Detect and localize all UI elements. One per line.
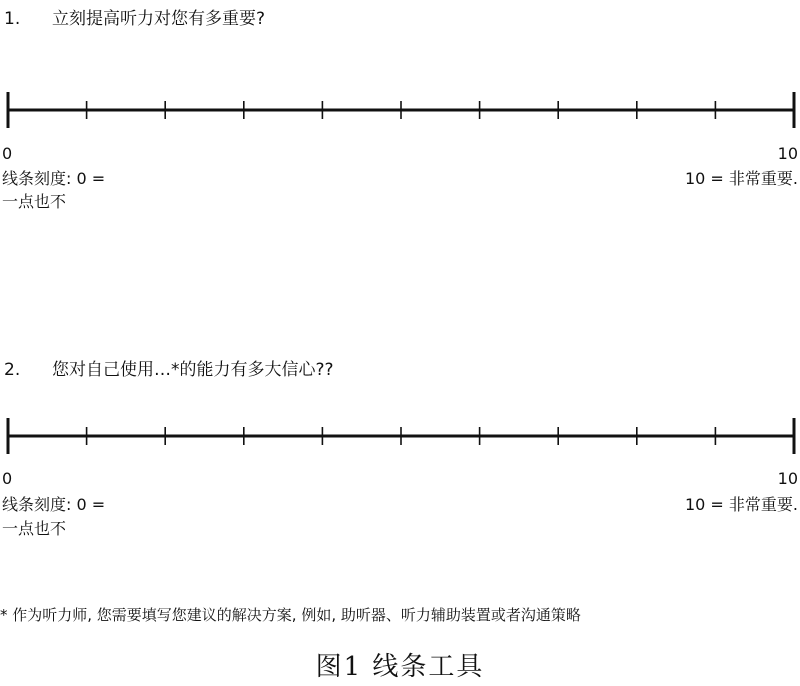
- question-2-min-label: 0: [2, 469, 13, 488]
- question-2-scale-line[interactable]: [6, 418, 796, 454]
- question-2-min-desc-line2: 一点也不: [2, 519, 67, 538]
- question-1-title: [0, 8, 265, 30]
- question-2-text: 您对自己使用…*的能力有多大信心??: [52, 360, 334, 380]
- question-2-number: 2.: [4, 360, 21, 380]
- question-1-min-desc-line2: 一点也不: [2, 192, 67, 211]
- question-1-text: 立刻提高听力对您有多重要?: [52, 9, 266, 29]
- question-2-max-label: 10: [777, 469, 798, 488]
- question-2-title: [0, 359, 334, 381]
- question-2-scale[interactable]: [6, 418, 796, 454]
- question-1-max-desc: 10 = 非常重要.: [684, 169, 798, 188]
- question-1-scale-line[interactable]: [6, 92, 796, 128]
- figure-caption: 图1 线条工具: [315, 652, 485, 682]
- question-2-max-desc: 10 = 非常重要.: [684, 495, 798, 514]
- footnote: * 作为听力师, 您需要填写您建议的解决方案, 例如, 助听器、听力辅助装置或者沟通策略: [0, 606, 581, 624]
- question-1-max-label: 10: [777, 144, 798, 163]
- question-1-scale[interactable]: [6, 92, 796, 128]
- question-1-number: 1.: [4, 9, 21, 29]
- question-2-min-desc-line1: 线条刻度: 0 =: [2, 495, 106, 514]
- question-1-min-label: 0: [2, 144, 13, 163]
- question-1-min-desc-line1: 线条刻度: 0 =: [2, 169, 106, 188]
